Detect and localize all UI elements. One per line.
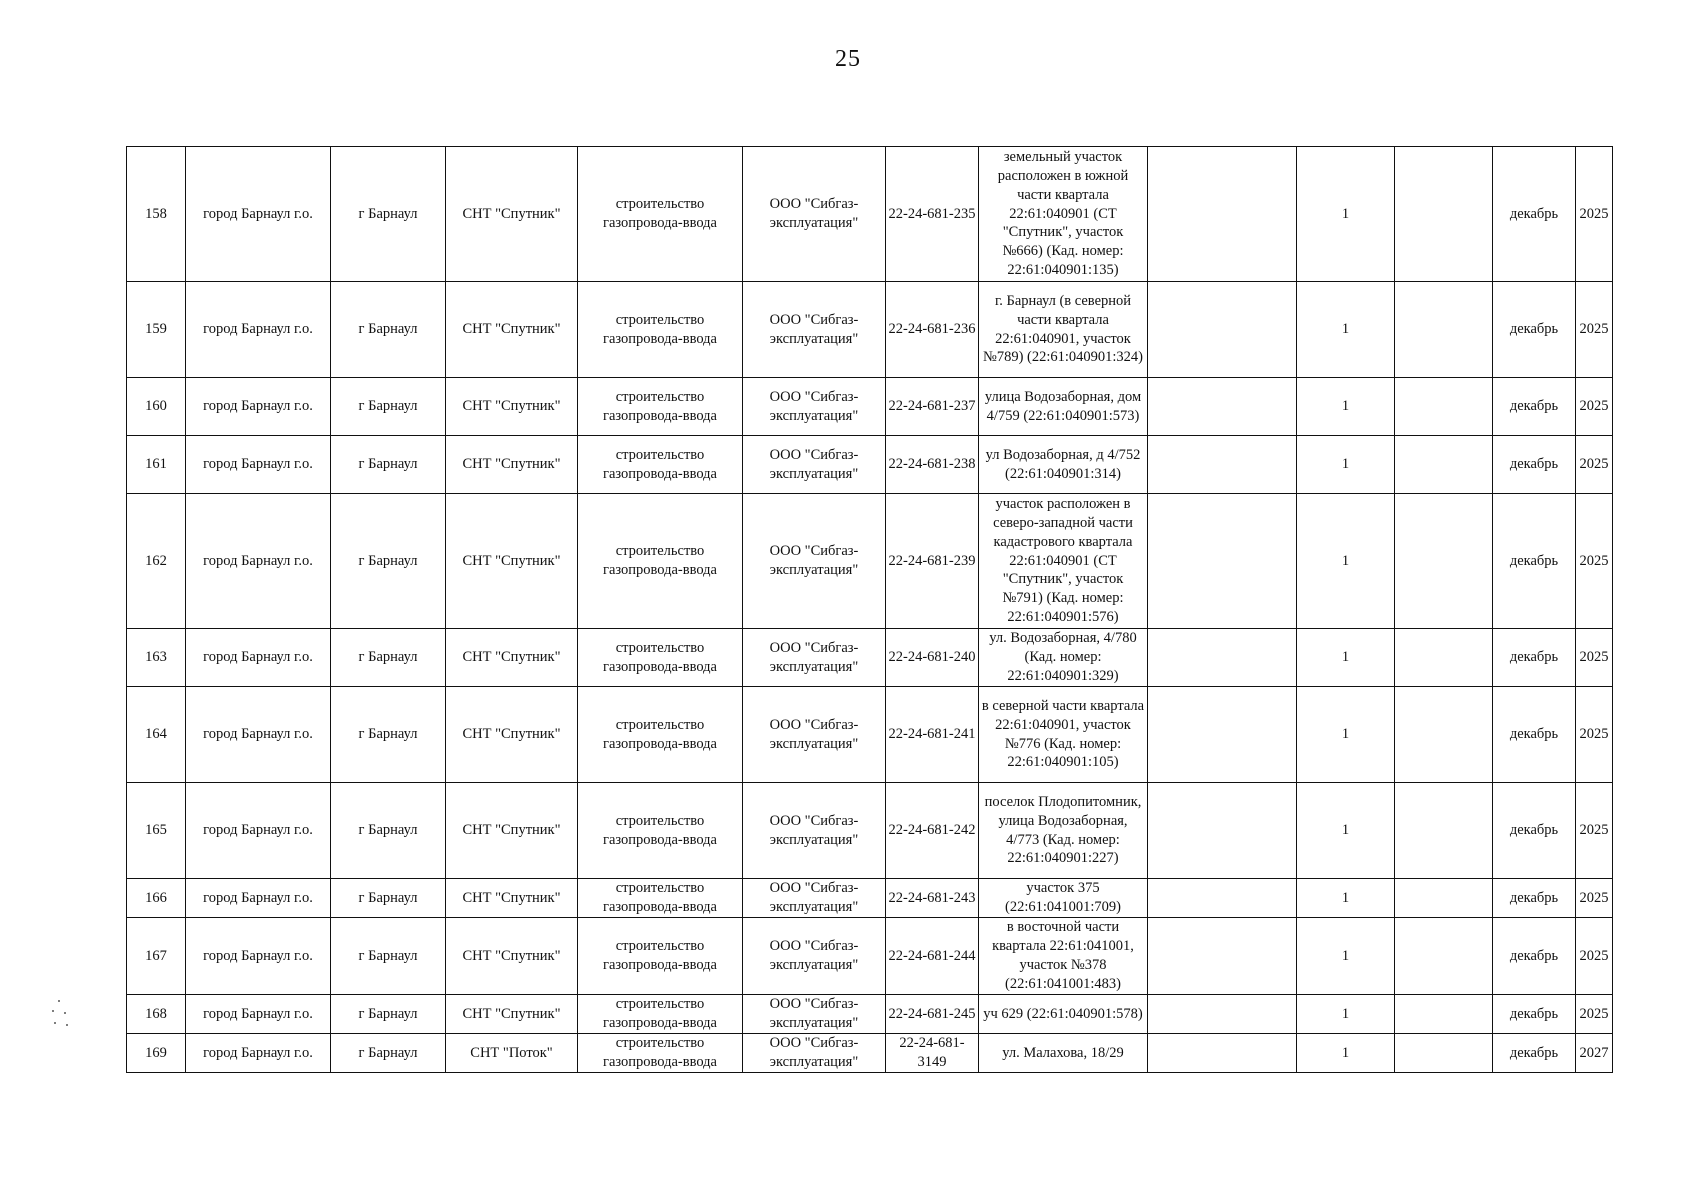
cell-row-number: 166	[127, 879, 186, 918]
cell-district: город Барнаул г.о.	[186, 918, 331, 995]
cell-address: участок расположен в северо-западной части кадастрового квартала 22:61:040901 (СТ "Спутник", участок №791) (Кад. номер: 22:61:040901:576)	[979, 494, 1148, 629]
cell-operator: ООО "Сибгаз-эксплуатация"	[743, 1034, 886, 1073]
cell-code: 22-24-681-243	[886, 879, 979, 918]
cell-address: уч 629 (22:61:040901:578)	[979, 995, 1148, 1034]
cell-year: 2025	[1576, 494, 1613, 629]
cell-code: 22-24-681-236	[886, 282, 979, 378]
cell-row-number: 163	[127, 629, 186, 687]
cell-locality: г Барнаул	[331, 629, 446, 687]
cell-operator: ООО "Сибгаз-эксплуатация"	[743, 629, 886, 687]
table-row	[127, 282, 1613, 378]
cell-address: ул. Малахова, 18/29	[979, 1034, 1148, 1073]
cell-row-number: 167	[127, 918, 186, 995]
cell-empty	[1148, 687, 1297, 783]
cell-locality: г Барнаул	[331, 378, 446, 436]
cell-empty	[1395, 494, 1493, 629]
cell-month: декабрь	[1493, 378, 1576, 436]
cell-month: декабрь	[1493, 918, 1576, 995]
cell-empty	[1148, 629, 1297, 687]
page-number: 25	[835, 46, 861, 72]
cell-address: ул. Водозаборная, 4/780 (Кад. номер: 22:61:040901:329)	[979, 629, 1148, 687]
cell-society: СНТ "Спутник"	[446, 436, 578, 494]
cell-code: 22-24-681-244	[886, 918, 979, 995]
cell-month: декабрь	[1493, 1034, 1576, 1073]
table-row	[127, 995, 1613, 1034]
cell-district: город Барнаул г.о.	[186, 494, 331, 629]
cell-society: СНТ "Спутник"	[446, 783, 578, 879]
cell-empty	[1148, 1034, 1297, 1073]
cell-year: 2025	[1576, 378, 1613, 436]
cell-work-type: строительство газопровода-ввода	[578, 995, 743, 1034]
cell-month: декабрь	[1493, 783, 1576, 879]
scan-specks	[50, 1000, 90, 1040]
cell-work-type: строительство газопровода-ввода	[578, 494, 743, 629]
cell-work-type: строительство газопровода-ввода	[578, 282, 743, 378]
cell-year: 2027	[1576, 1034, 1613, 1073]
cell-district: город Барнаул г.о.	[186, 1034, 331, 1073]
registry-table	[126, 146, 1613, 1073]
cell-quantity: 1	[1297, 282, 1395, 378]
cell-district: город Барнаул г.о.	[186, 879, 331, 918]
cell-society: СНТ "Спутник"	[446, 687, 578, 783]
table-row	[127, 436, 1613, 494]
cell-code: 22-24-681-239	[886, 494, 979, 629]
cell-empty	[1148, 879, 1297, 918]
cell-row-number: 164	[127, 687, 186, 783]
cell-work-type: строительство газопровода-ввода	[578, 879, 743, 918]
cell-quantity: 1	[1297, 494, 1395, 629]
cell-locality: г Барнаул	[331, 282, 446, 378]
cell-work-type: строительство газопровода-ввода	[578, 918, 743, 995]
cell-operator: ООО "Сибгаз-эксплуатация"	[743, 436, 886, 494]
cell-empty	[1395, 147, 1493, 282]
cell-address: в восточной части квартала 22:61:041001, участок №378 (22:61:041001:483)	[979, 918, 1148, 995]
cell-district: город Барнаул г.о.	[186, 783, 331, 879]
cell-district: город Барнаул г.о.	[186, 629, 331, 687]
cell-row-number: 160	[127, 378, 186, 436]
cell-row-number: 169	[127, 1034, 186, 1073]
cell-locality: г Барнаул	[331, 783, 446, 879]
cell-work-type: строительство газопровода-ввода	[578, 1034, 743, 1073]
cell-locality: г Барнаул	[331, 494, 446, 629]
cell-month: декабрь	[1493, 879, 1576, 918]
cell-operator: ООО "Сибгаз-эксплуатация"	[743, 494, 886, 629]
cell-society: СНТ "Спутник"	[446, 494, 578, 629]
table-row	[127, 494, 1613, 629]
cell-work-type: строительство газопровода-ввода	[578, 687, 743, 783]
cell-empty	[1148, 436, 1297, 494]
cell-quantity: 1	[1297, 995, 1395, 1034]
cell-operator: ООО "Сибгаз-эксплуатация"	[743, 783, 886, 879]
cell-year: 2025	[1576, 629, 1613, 687]
cell-empty	[1148, 783, 1297, 879]
table-row	[127, 629, 1613, 687]
cell-quantity: 1	[1297, 918, 1395, 995]
cell-operator: ООО "Сибгаз-эксплуатация"	[743, 282, 886, 378]
cell-address: ул Водозаборная, д 4/752 (22:61:040901:314)	[979, 436, 1148, 494]
cell-quantity: 1	[1297, 783, 1395, 879]
cell-code: 22-24-681-240	[886, 629, 979, 687]
cell-locality: г Барнаул	[331, 436, 446, 494]
cell-empty	[1148, 378, 1297, 436]
cell-address: г. Барнаул (в северной части квартала 22:61:040901, участок №789) (22:61:040901:324)	[979, 282, 1148, 378]
cell-quantity: 1	[1297, 687, 1395, 783]
cell-empty	[1395, 282, 1493, 378]
cell-empty	[1148, 995, 1297, 1034]
cell-locality: г Барнаул	[331, 1034, 446, 1073]
cell-society: СНТ "Спутник"	[446, 629, 578, 687]
cell-row-number: 165	[127, 783, 186, 879]
cell-address: улица Водозаборная, дом 4/759 (22:61:040901:573)	[979, 378, 1148, 436]
cell-code: 22-24-681-242	[886, 783, 979, 879]
registry-body	[127, 147, 1613, 1073]
cell-row-number: 168	[127, 995, 186, 1034]
cell-district: город Барнаул г.о.	[186, 436, 331, 494]
cell-locality: г Барнаул	[331, 918, 446, 995]
cell-code: 22-24-681-237	[886, 378, 979, 436]
table-row	[127, 147, 1613, 282]
cell-society: СНТ "Спутник"	[446, 147, 578, 282]
cell-operator: ООО "Сибгаз-эксплуатация"	[743, 687, 886, 783]
cell-work-type: строительство газопровода-ввода	[578, 629, 743, 687]
cell-address: в северной части квартала 22:61:040901, участок №776 (Кад. номер: 22:61:040901:105)	[979, 687, 1148, 783]
cell-locality: г Барнаул	[331, 147, 446, 282]
cell-code: 22-24-681-3149	[886, 1034, 979, 1073]
cell-address: поселок Плодопитомник, улица Водозаборная, 4/773 (Кад. номер: 22:61:040901:227)	[979, 783, 1148, 879]
cell-year: 2025	[1576, 879, 1613, 918]
cell-month: декабрь	[1493, 147, 1576, 282]
cell-month: декабрь	[1493, 494, 1576, 629]
cell-quantity: 1	[1297, 436, 1395, 494]
cell-work-type: строительство газопровода-ввода	[578, 378, 743, 436]
cell-society: СНТ "Спутник"	[446, 282, 578, 378]
cell-empty	[1395, 629, 1493, 687]
cell-empty	[1148, 494, 1297, 629]
cell-year: 2025	[1576, 436, 1613, 494]
cell-operator: ООО "Сибгаз-эксплуатация"	[743, 879, 886, 918]
cell-work-type: строительство газопровода-ввода	[578, 436, 743, 494]
cell-society: СНТ "Спутник"	[446, 378, 578, 436]
cell-month: декабрь	[1493, 995, 1576, 1034]
cell-year: 2025	[1576, 687, 1613, 783]
cell-locality: г Барнаул	[331, 995, 446, 1034]
table-row	[127, 783, 1613, 879]
table-row	[127, 378, 1613, 436]
cell-empty	[1395, 378, 1493, 436]
cell-society: СНТ "Спутник"	[446, 995, 578, 1034]
cell-operator: ООО "Сибгаз-эксплуатация"	[743, 378, 886, 436]
cell-address: земельный участок расположен в южной части квартала 22:61:040901 (СТ "Спутник", участок №666) (Кад. номер: 22:61:040901:135)	[979, 147, 1148, 282]
cell-locality: г Барнаул	[331, 687, 446, 783]
cell-year: 2025	[1576, 147, 1613, 282]
cell-quantity: 1	[1297, 1034, 1395, 1073]
cell-empty	[1148, 147, 1297, 282]
cell-year: 2025	[1576, 995, 1613, 1034]
cell-quantity: 1	[1297, 378, 1395, 436]
cell-year: 2025	[1576, 282, 1613, 378]
cell-empty	[1395, 783, 1493, 879]
cell-district: город Барнаул г.о.	[186, 147, 331, 282]
cell-district: город Барнаул г.о.	[186, 995, 331, 1034]
cell-quantity: 1	[1297, 147, 1395, 282]
cell-month: декабрь	[1493, 436, 1576, 494]
cell-month: декабрь	[1493, 629, 1576, 687]
cell-empty	[1148, 918, 1297, 995]
cell-empty	[1148, 282, 1297, 378]
cell-work-type: строительство газопровода-ввода	[578, 147, 743, 282]
table-row	[127, 918, 1613, 995]
cell-address: участок 375 (22:61:041001:709)	[979, 879, 1148, 918]
table-row	[127, 687, 1613, 783]
cell-code: 22-24-681-245	[886, 995, 979, 1034]
cell-row-number: 161	[127, 436, 186, 494]
cell-society: СНТ "Поток"	[446, 1034, 578, 1073]
cell-operator: ООО "Сибгаз-эксплуатация"	[743, 918, 886, 995]
cell-operator: ООО "Сибгаз-эксплуатация"	[743, 995, 886, 1034]
cell-code: 22-24-681-235	[886, 147, 979, 282]
cell-empty	[1395, 879, 1493, 918]
cell-district: город Барнаул г.о.	[186, 378, 331, 436]
table-row	[127, 879, 1613, 918]
cell-locality: г Барнаул	[331, 879, 446, 918]
cell-district: город Барнаул г.о.	[186, 687, 331, 783]
cell-year: 2025	[1576, 918, 1613, 995]
cell-empty	[1395, 918, 1493, 995]
table-row	[127, 1034, 1613, 1073]
cell-year: 2025	[1576, 783, 1613, 879]
cell-operator: ООО "Сибгаз-эксплуатация"	[743, 147, 886, 282]
cell-empty	[1395, 436, 1493, 494]
cell-work-type: строительство газопровода-ввода	[578, 783, 743, 879]
cell-district: город Барнаул г.о.	[186, 282, 331, 378]
cell-society: СНТ "Спутник"	[446, 879, 578, 918]
cell-quantity: 1	[1297, 879, 1395, 918]
cell-row-number: 158	[127, 147, 186, 282]
cell-month: декабрь	[1493, 282, 1576, 378]
cell-month: декабрь	[1493, 687, 1576, 783]
cell-empty	[1395, 995, 1493, 1034]
cell-row-number: 162	[127, 494, 186, 629]
cell-empty	[1395, 1034, 1493, 1073]
cell-row-number: 159	[127, 282, 186, 378]
cell-empty	[1395, 687, 1493, 783]
cell-quantity: 1	[1297, 629, 1395, 687]
cell-society: СНТ "Спутник"	[446, 918, 578, 995]
cell-code: 22-24-681-241	[886, 687, 979, 783]
cell-code: 22-24-681-238	[886, 436, 979, 494]
